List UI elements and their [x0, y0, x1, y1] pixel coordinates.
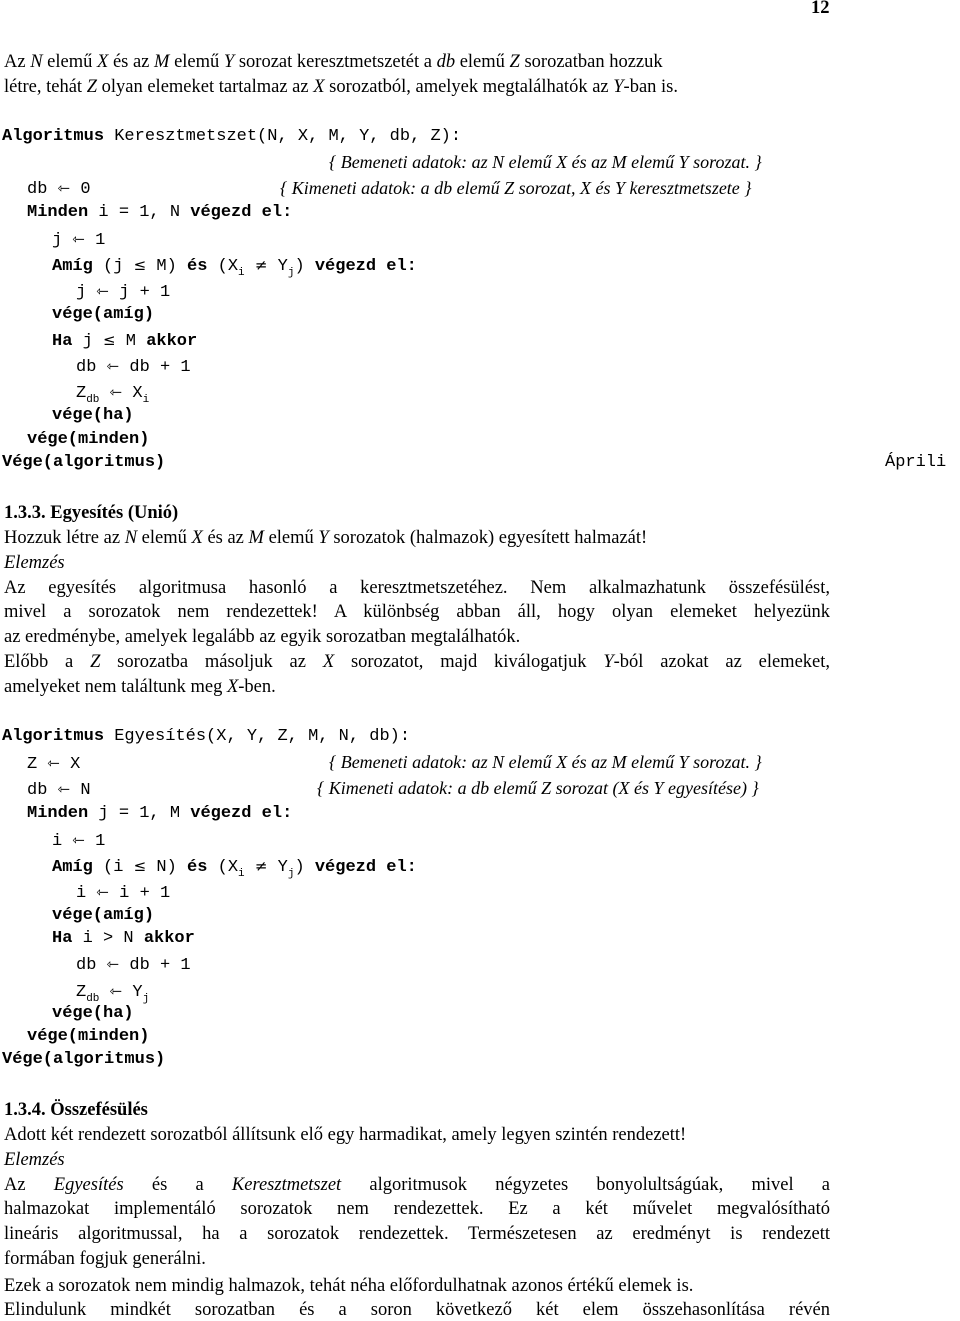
- union-algorithm-header: Algoritmus Egyesítés(X, Y, Z, M, N, db):: [2, 727, 411, 746]
- merge-para3: Elindulunk mindkét sorozatban és a soron következő két elem összehasonlítása révén: [4, 1300, 830, 1320]
- union-if: Ha i > N akkor: [52, 929, 195, 948]
- merge-para1-line-3: lineáris algoritmussal, ha a sorozatok rendezettek. Természetesen az eredményt is rendezett: [4, 1224, 830, 1244]
- intersection-j-init: j ⇽ 1: [52, 230, 106, 250]
- less-equal-icon: ≤: [103, 331, 116, 349]
- intersection-end-if: vége(ha): [52, 406, 134, 425]
- union-for-loop: Minden j = 1, M végezd el:: [27, 804, 293, 823]
- intersection-db-increment: db ⇽ db + 1: [76, 357, 191, 377]
- union-db-increment: db ⇽ db + 1: [76, 955, 191, 975]
- union-para1-line-3: az eredménybe, amelyek legalább az egyik sorozatban megtalálhatók.: [4, 627, 521, 647]
- assign-arrow-icon: ⇽: [57, 780, 71, 798]
- less-equal-icon: ≤: [133, 857, 147, 875]
- merge-para1-line-4: formában fogjuk generálni.: [4, 1249, 206, 1269]
- merge-heading: 1.3.4. Összefésülés: [4, 1100, 148, 1120]
- union-end-while: vége(amíg): [52, 906, 155, 925]
- union-z-assign: $Z_{db}$ ⇽ $Y_j$: [76, 982, 150, 1005]
- intersection-z-assign: $Z_{db}$ ⇽ $X_i$: [76, 383, 150, 406]
- page-number: 12: [811, 0, 830, 18]
- intersection-j-increment: j ⇽ j + 1: [76, 282, 171, 302]
- intersection-end-while: vége(amíg): [52, 305, 155, 324]
- merge-task: Adott két rendezett sorozatból állítsunk elő egy harmadikat, amely legyen szintén rendezett!: [4, 1125, 687, 1145]
- intersection-intro-line-1: Az N elemű X és az M elemű Y sorozat keresztmetszetét a db elemű Z sorozatban hozzuk: [4, 52, 663, 72]
- assign-arrow-icon: ⇽: [72, 230, 85, 248]
- union-heading: 1.3.3. Egyesítés (Unió): [4, 503, 179, 523]
- intersection-while-loop: Amíg (j ≤ M) és $(X_i \ne Y_j)$ végezd el:: [52, 256, 417, 279]
- merge-para2: Ezek a sorozatok nem mindig halmazok, tehát néha előfordulhatnak azonos értékű elemek is.: [4, 1276, 694, 1296]
- union-while-loop: Amíg (i ≤ N) és $(X_i \ne Y_j)$ végezd el:: [52, 857, 417, 880]
- assign-arrow-icon: ⇽: [109, 982, 123, 1000]
- intersection-algorithm-header: Algoritmus Keresztmetszet(N, X, M, Y, db, Z):: [2, 127, 462, 146]
- union-para1-line-2: mivel a sorozatok nem rendezettek! A különbség abban áll, hogy olyan elemeket helyezünk: [4, 602, 830, 622]
- intersection-end-algorithm: Vége(algoritmus): [2, 453, 166, 472]
- union-task: Hozzuk létre az N elemű X és az M elemű Y sorozatok (halmazok) egyesített halmazát!: [4, 528, 648, 548]
- assign-arrow-icon: ⇽: [106, 357, 120, 375]
- intersection-intro-line-2: létre, tehát Z olyan elemeket tartalmaz az X sorozatból, amelyek megtalálhatók az Y-ban is.: [4, 77, 679, 97]
- intersection-input-comment: { Bemeneti adatok: az N elemű X és az M elemű Y sorozat. }: [329, 152, 762, 172]
- union-para2-line-1: Előbb a Z sorozatba másoljuk az X sorozatot, majd kiválogatjuk Y-ból azokat az elemeket,: [4, 652, 831, 672]
- union-i-init: i ⇽ 1: [52, 831, 106, 851]
- assign-arrow-icon: ⇽: [96, 883, 109, 901]
- assign-arrow-icon: ⇽: [57, 179, 71, 197]
- union-input-comment: { Bemeneti adatok: az N elemű X és az M elemű Y sorozat. }: [329, 752, 762, 772]
- less-equal-icon: ≤: [133, 256, 147, 274]
- union-end-for: vége(minden): [27, 1027, 150, 1046]
- union-output-comment: { Kimeneti adatok: a db elemű Z sorozat (X és Y egyesítése) }: [317, 778, 759, 798]
- intersection-db-init: db ⇽ 0: [27, 179, 91, 199]
- intersection-end-for: vége(minden): [27, 430, 150, 449]
- union-db-init: db ⇽ N: [27, 780, 91, 800]
- union-end-algorithm: Vége(algoritmus): [2, 1050, 166, 1069]
- margin-note: Áprili: [885, 453, 947, 472]
- merge-para1-line-2: halmazokat implementáló sorozatok nem rendezettek. Ez a két művelet megvalósítható: [4, 1199, 830, 1219]
- assign-arrow-icon: ⇽: [47, 754, 60, 772]
- union-end-if: vége(ha): [52, 1004, 134, 1023]
- assign-arrow-icon: ⇽: [109, 383, 123, 401]
- merge-para1-line-1: Az Egyesítés és a Keresztmetszet algoritmusok négyzetes bonyolultságúak, mivel a: [4, 1175, 831, 1195]
- intersection-output-comment: { Kimeneti adatok: a db elemű Z sorozat, X és Y keresztmetszete }: [280, 178, 752, 198]
- not-equal-icon: ≠: [254, 857, 268, 875]
- assign-arrow-icon: ⇽: [72, 831, 85, 849]
- union-analysis-label: Elemzés: [4, 553, 65, 573]
- merge-analysis-label: Elemzés: [4, 1150, 65, 1170]
- union-para2-line-2: amelyeket nem találtunk meg X-ben.: [4, 677, 276, 697]
- assign-arrow-icon: ⇽: [106, 955, 120, 973]
- assign-arrow-icon: ⇽: [96, 282, 109, 300]
- union-para1-line-1: Az egyesítés algoritmusa hasonló a keresztmetszetéhez. Nem alkalmazhatunk összefésülést,: [4, 578, 830, 598]
- not-equal-icon: ≠: [254, 256, 268, 274]
- union-z-copy: Z ⇽ X: [27, 754, 81, 774]
- intersection-for-loop: Minden i = 1, N végezd el:: [27, 203, 293, 222]
- union-i-increment: i ⇽ i + 1: [76, 883, 171, 903]
- intersection-if: Ha j ≤ M akkor: [52, 331, 198, 351]
